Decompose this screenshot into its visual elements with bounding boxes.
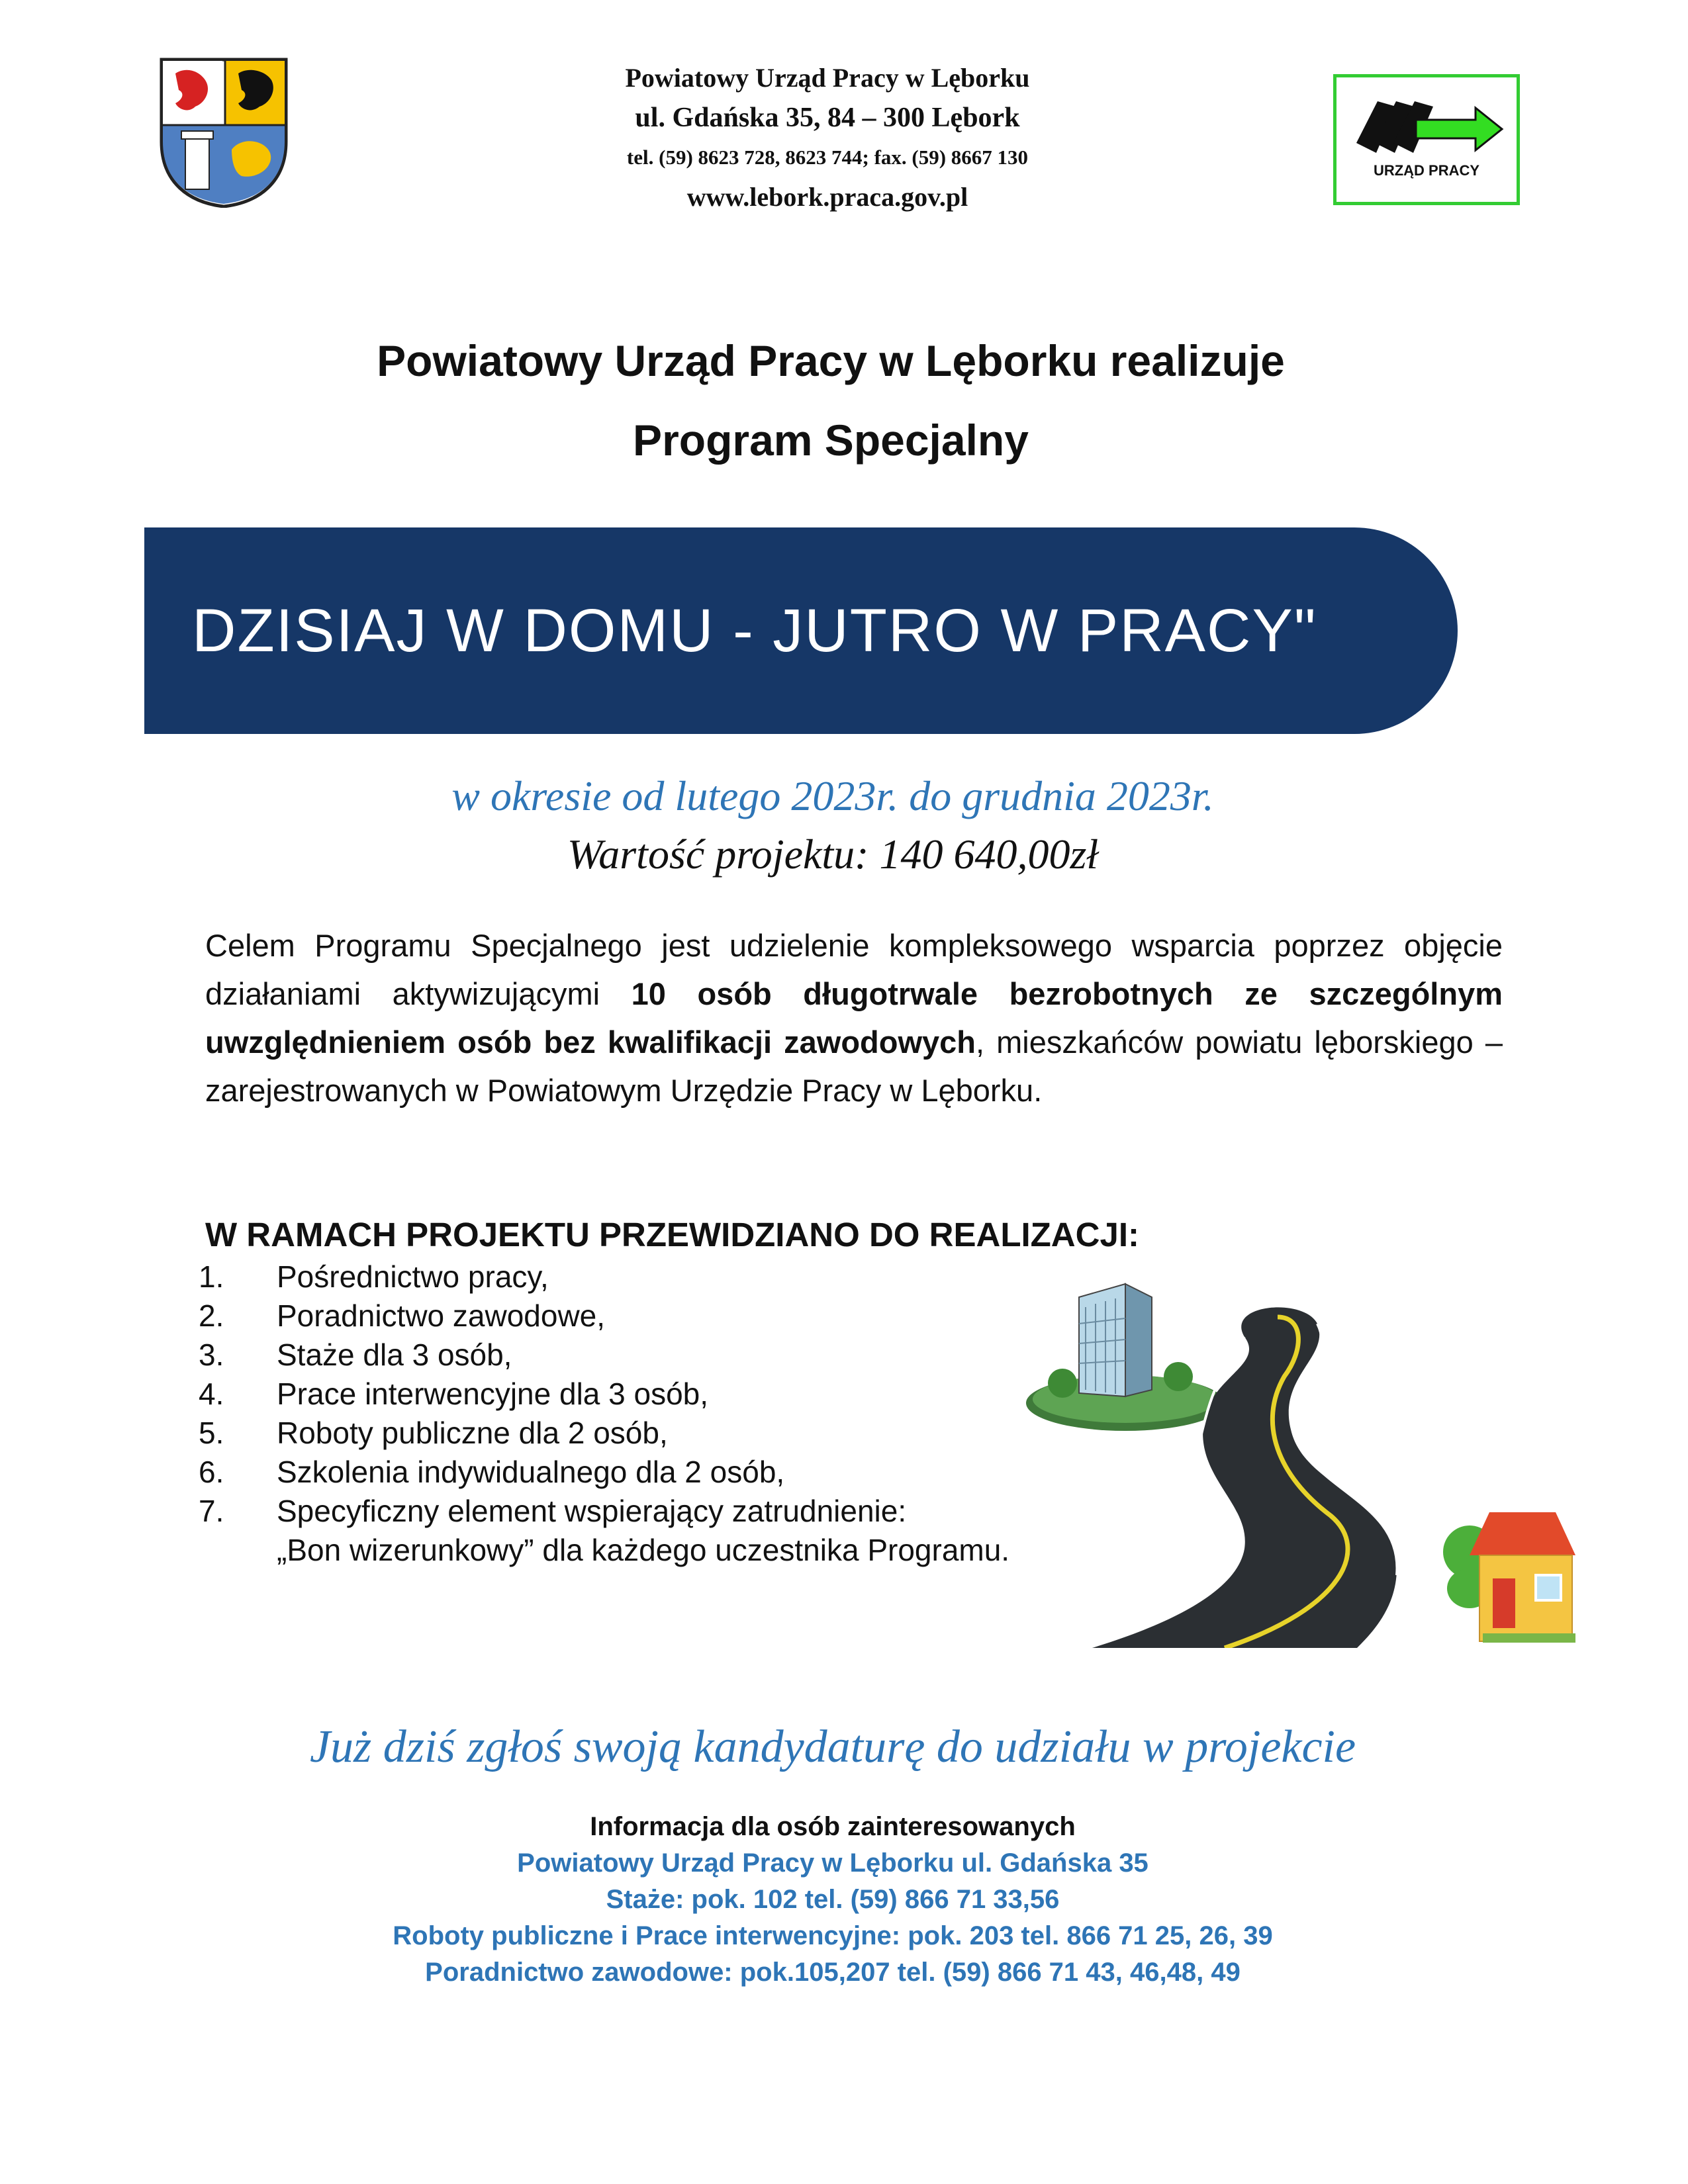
list-item	[199, 1336, 1009, 1375]
list-number: 1.	[199, 1259, 224, 1294]
info-public-works: Roboty publiczne i Prace interwencyjne: pok. 203 tel. 866 71 25, 26, 39	[393, 1921, 1273, 1950]
list-item	[199, 1453, 1009, 1492]
list-number: 5.	[199, 1416, 224, 1450]
title-line-2: Program Specjalny	[633, 416, 1029, 465]
program-period: w okresie od lutego 2023r. do grudnia 2023r.	[451, 772, 1214, 819]
list-number: 6.	[199, 1455, 224, 1489]
list-number: 4.	[199, 1377, 224, 1411]
list-item	[199, 1257, 1009, 1297]
list-text: Pośrednictwo pracy,	[277, 1259, 549, 1294]
list-text: Poradnictwo zawodowe,	[277, 1298, 606, 1333]
call-to-action: Już dziś zgłoś swoją kandydaturę do udziału w projekcie	[309, 1721, 1356, 1772]
project-value: Wartość projektu: 140 640,00zł	[567, 831, 1099, 878]
list-item-continuation: „Bon wizerunkowy” dla każdego uczestnika Programu.	[277, 1533, 1010, 1567]
list-text: Specyficzny element wspierający zatrudnienie:	[277, 1494, 907, 1528]
header-office-name: Powiatowy Urząd Pracy w Lęborku	[625, 63, 1030, 93]
list-number: 2.	[199, 1298, 224, 1333]
coat-of-arms-icon	[159, 57, 289, 208]
program-banner	[144, 527, 1458, 734]
list-item	[199, 1375, 1009, 1414]
list-number: 3.	[199, 1338, 224, 1372]
road-illustration-icon	[1026, 1277, 1575, 1648]
info-address: Powiatowy Urząd Pracy w Lęborku ul. Gdańska 35	[517, 1848, 1149, 1878]
logo-text: URZĄD PRACY	[1373, 162, 1480, 179]
list-text: Szkolenia indywidualnego dla 2 osób,	[277, 1455, 785, 1489]
program-name: DZISIAJ W DOMU - JUTRO W PRACY"	[192, 597, 1317, 664]
header-website: www.lebork.praca.gov.pl	[686, 182, 968, 212]
list-number: 7.	[199, 1494, 224, 1528]
program-description	[205, 921, 1503, 1115]
header-phone: tel. (59) 8623 728, 8623 744; fax. (59) 8667 130	[626, 146, 1029, 169]
urzad-pracy-logo	[1333, 74, 1520, 205]
activities-list	[199, 1257, 1009, 1570]
description-part-2: , mieszkańców powiatu lęborskiego – zarejestrowanych w Powiatowym Urzędzie Pracy w Lęborku.	[205, 1024, 1503, 1108]
list-text: Prace interwencyjne dla 3 osób,	[277, 1377, 709, 1411]
page-title	[199, 321, 1463, 480]
title-line-1: Powiatowy Urząd Pracy w Lęborku realizuje	[377, 336, 1285, 385]
description-bold: 10 osób długotrwale bezrobotnych ze szczególnym uwzględnieniem osób bez kwalifikacji zawodowych	[205, 976, 1503, 1060]
arrow-logo-icon	[1336, 87, 1517, 166]
office-header	[410, 58, 1244, 217]
list-text: Roboty publiczne dla 2 osób,	[277, 1416, 668, 1450]
list-item	[199, 1297, 1009, 1336]
list-heading: W RAMACH PROJEKTU PRZEWIDZIANO DO REALIZACJI:	[205, 1216, 1139, 1253]
info-heading: Informacja dla osób zainteresowanych	[590, 1812, 1076, 1841]
list-item	[199, 1492, 1009, 1531]
header-address: ul. Gdańska 35, 84 – 300 Lębork	[635, 103, 1020, 133]
info-career-counseling: Poradnictwo zawodowe: pok.105,207 tel. (59) 866 71 43, 46,48, 49	[425, 1958, 1241, 1987]
info-internships: Staże: pok. 102 tel. (59) 866 71 33,56	[606, 1885, 1060, 1914]
list-item	[199, 1414, 1009, 1453]
description-part-1: Celem Programu Specjalnego jest udzielenie kompleksowego wsparcia poprzez objęcie działaniami aktywizującymi	[205, 928, 1503, 1011]
list-text: Staże dla 3 osób,	[277, 1338, 512, 1372]
contact-info	[144, 1809, 1521, 1991]
